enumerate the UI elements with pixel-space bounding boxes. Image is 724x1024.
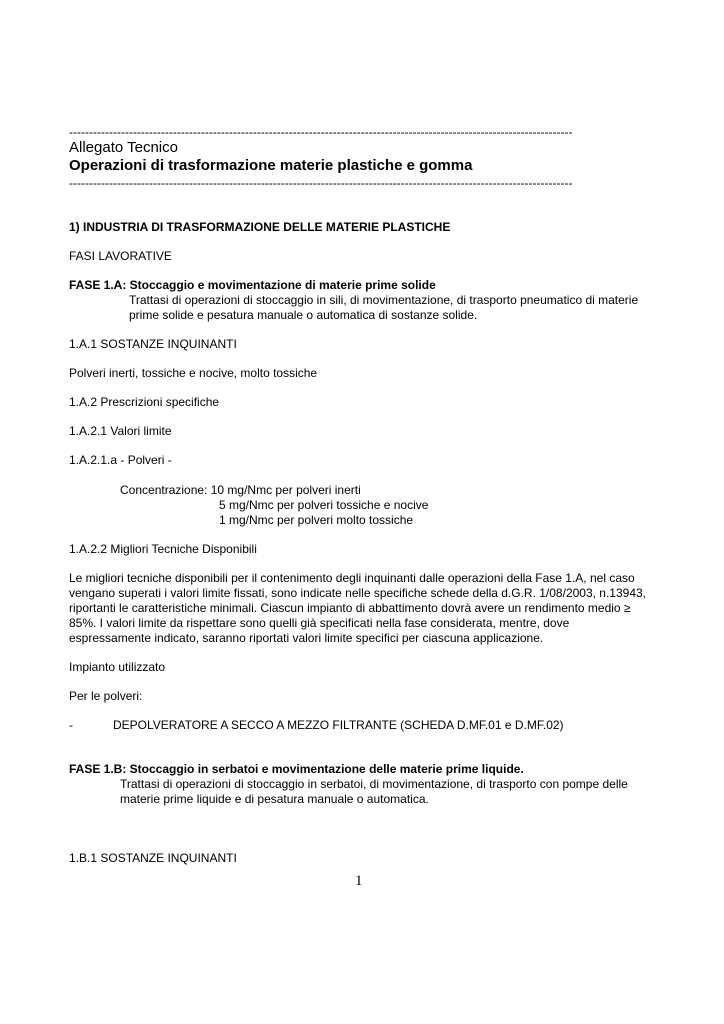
concentrazione-line2: 5 mg/Nmc per polveri tossiche e nocive — [219, 498, 429, 512]
section-1b1-heading: 1.B.1 SOSTANZE INQUINANTI — [69, 851, 237, 865]
section-1a1-heading: 1.A.1 SOSTANZE INQUINANTI — [69, 337, 237, 351]
mtd-paragraph-line5: espressamente indicato, saranno riportati valori limite specifici per ciascuna applicazione. — [69, 631, 544, 645]
fase-1a-text-line2: prime solide e pesatura manuale o automatica di sostanze solide. — [129, 308, 478, 322]
section-1a21a-heading: 1.A.2.1.a - Polveri - — [69, 453, 172, 467]
list-item-depolveratore: DEPOLVERATORE A SECCO A MEZZO FILTRANTE (SCHEDA D.MF.01 e D.MF.02) — [113, 718, 564, 732]
fasi-lavorative-label: FASI LAVORATIVE — [69, 249, 172, 263]
section-1a22-heading: 1.A.2.2 Migliori Tecniche Disponibili — [69, 542, 257, 556]
per-le-polveri-label: Per le polveri: — [69, 689, 143, 703]
section-1a21-heading: 1.A.2.1 Valori limite — [69, 424, 172, 438]
page-number: 1 — [355, 873, 363, 889]
document-title: Allegato Tecnico — [69, 139, 178, 156]
concentrazione-line3: 1 mg/Nmc per polveri molto tossiche — [219, 513, 414, 527]
mtd-paragraph-line2: vengano superati i valori limite fissati, sono indicate nelle specifiche schede della d.G.R. 1/08/2003, n.13943, — [69, 586, 647, 600]
section-1a2-heading: 1.A.2 Prescrizioni specifiche — [69, 395, 220, 409]
fase-1a-text-line1: Trattasi di operazioni di stoccaggio in sili, di movimentazione, di trasporto pneumatico di materie — [129, 293, 639, 307]
inquinanti-text: Polveri inerti, tossiche e nocive, molto tossiche — [69, 366, 318, 380]
list-bullet: - — [69, 718, 73, 732]
fase-1a-heading: FASE 1.A: Stoccaggio e movimentazione di materie prime solide — [69, 278, 436, 292]
mtd-paragraph-line3: riportanti le caratteristiche minimali. Ciascun impianto di abbattimento dovrà avere un rendimento medio ≥ — [69, 601, 631, 615]
section-heading: 1) INDUSTRIA DI TRASFORMAZIONE DELLE MATERIE PLASTICHE — [69, 220, 451, 234]
mtd-paragraph-line1: Le migliori tecniche disponibili per il contenimento degli inquinanti dalle operazioni della Fase 1.A, nel caso — [69, 571, 635, 585]
fase-1b-text-line2: materie prime liquide e di pesatura manuale o automatica. — [120, 792, 429, 806]
impianto-utilizzato-label: Impianto utilizzato — [69, 660, 166, 674]
concentrazione-line1: Concentrazione: 10 mg/Nmc per polveri inerti — [120, 483, 361, 497]
fase-1b-heading: FASE 1.B: Stoccaggio in serbatoi e movimentazione delle materie prime liquide. — [69, 762, 524, 776]
mtd-paragraph-line4: 85%. I valori limite da rispettare sono quelli già specificati nella fase considerata, mentre, dove — [69, 616, 570, 630]
header-rule-top: ------------------------------------------------------------------------------------------------------------------------------ — [69, 125, 573, 139]
header-rule-bottom: ------------------------------------------------------------------------------------------------------------------------------ — [69, 176, 573, 190]
fase-1b-text-line1: Trattasi di operazioni di stoccaggio in serbatoi, di movimentazione, di trasporto con pompe delle — [120, 777, 628, 791]
document-subtitle: Operazioni di trasformazione materie plastiche e gomma — [69, 157, 473, 174]
